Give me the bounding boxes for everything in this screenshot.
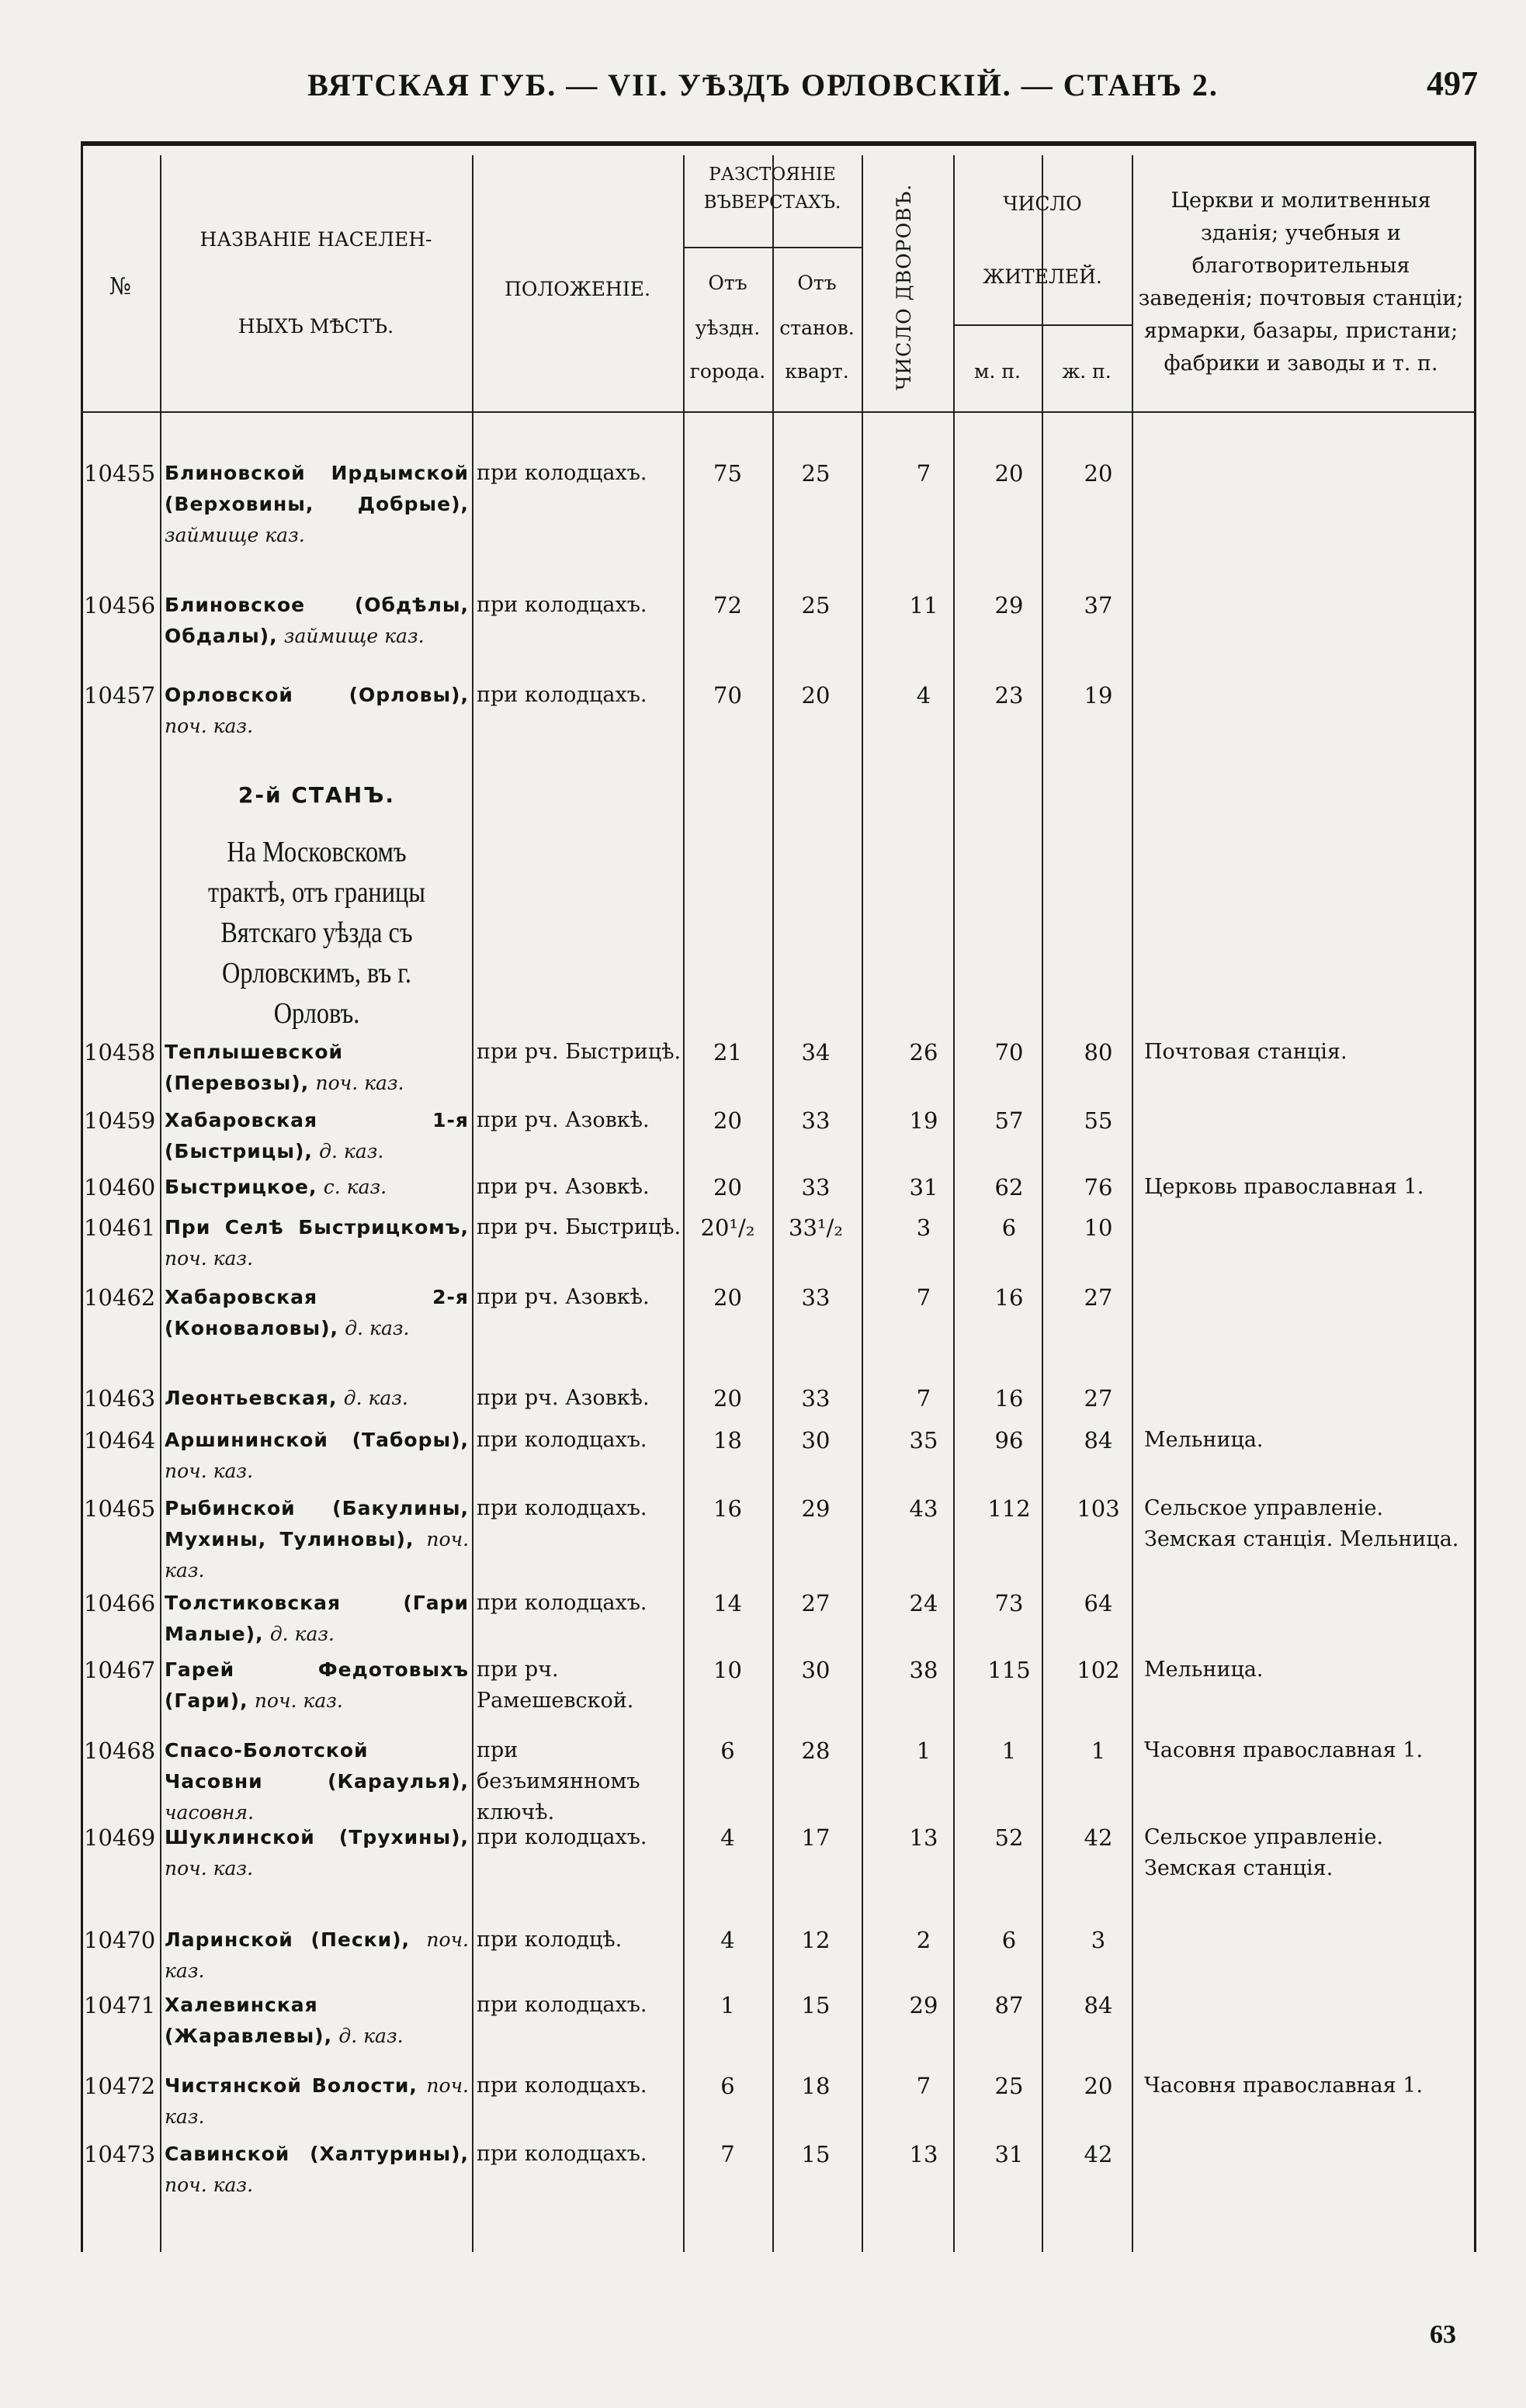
place-name: Быстрицкое, [165, 1176, 317, 1198]
place-type: поч. каз. [165, 2174, 254, 2196]
header-distance-2: ВЪВЕРСТАХЪ. [703, 192, 841, 213]
row-number: 10472 [84, 2073, 156, 2099]
header-position: ПОЛОЖЕНІЕ. [505, 278, 650, 300]
header-dist-town-3: города. [689, 360, 766, 383]
signature-mark: 63 [1430, 2320, 1456, 2349]
female-count: 64 [1084, 1590, 1113, 1616]
female-count: 42 [1084, 1824, 1113, 1851]
distance-town: 1 [720, 1992, 735, 2018]
female-count: 84 [1084, 1427, 1113, 1453]
row-number: 10460 [84, 1174, 156, 1201]
distance-town: 20 [713, 1107, 742, 1134]
header-name-2: НЫХЪ МѢСТЪ. [238, 315, 394, 338]
households: 2 [916, 1927, 931, 1953]
notes: Сельское управленіе. Земская станція. Мельница. [1144, 1496, 1459, 1551]
male-count: 31 [994, 2141, 1024, 2167]
notes: Почтовая станція. [1144, 1040, 1347, 1064]
place-name: Блиновской Ирдымской (Верховины, Добрые), [165, 462, 469, 515]
households: 43 [909, 1495, 938, 1522]
distance-stan: 25 [801, 460, 831, 487]
distance-stan: 33 [801, 1385, 831, 1412]
header-notes: Церкви и молитвенныя зданія; учебныя и благотворительныя заведенія; почтовыя станціи; ярмарки, базары, пристани; фабрики и заводы и т. п. [1138, 189, 1464, 376]
place-name: Ларинской (Пески), [165, 1928, 411, 1951]
households: 35 [909, 1427, 938, 1453]
distance-town: 20 [713, 1284, 742, 1311]
households: 31 [909, 1174, 938, 1201]
row-number: 10469 [84, 1824, 156, 1851]
position: при колодцахъ. [477, 2074, 647, 2098]
header-rule [683, 247, 862, 248]
place-name-cell [165, 680, 469, 742]
place-name: Хабаровская 2-я (Коноваловы), [165, 1286, 469, 1339]
households: 26 [909, 1039, 938, 1065]
female-count: 80 [1084, 1039, 1113, 1065]
header-residents-1: ЧИСЛО [1003, 192, 1082, 215]
households: 11 [909, 592, 938, 618]
row-number: 10473 [84, 2141, 156, 2167]
households: 1 [916, 1738, 931, 1764]
female-count: 76 [1084, 1174, 1113, 1201]
notes: Мельница. [1144, 1428, 1264, 1452]
place-name: Гарей Федотовыхъ (Гари), [165, 1658, 469, 1712]
row-number: 10470 [84, 1927, 156, 1953]
distance-town: 72 [713, 592, 742, 618]
notes: Сельское управленіе. Земская станція. [1144, 1825, 1384, 1880]
place-type: д. каз. [319, 1140, 384, 1162]
distance-stan: 20 [801, 682, 831, 709]
distance-stan: 12 [801, 1927, 831, 1953]
distance-stan: 15 [801, 1992, 831, 2018]
male-count: 16 [994, 1385, 1024, 1412]
male-count: 1 [1001, 1738, 1017, 1764]
distance-stan: 33 [801, 1284, 831, 1311]
row-number: 10471 [84, 1992, 156, 2018]
male-count: 87 [994, 1992, 1024, 2018]
female-count: 20 [1084, 460, 1113, 487]
row-number: 10463 [84, 1385, 156, 1412]
place-name-cell [165, 1037, 469, 1099]
female-count: 84 [1084, 1992, 1113, 2018]
place-name: Аршининской (Таборы), [165, 1429, 469, 1451]
distance-stan: 15 [801, 2141, 831, 2167]
households: 4 [916, 682, 931, 709]
place-name: Теплышевской (Перевозы), [165, 1041, 344, 1094]
place-name: Леонтьевская, [165, 1387, 338, 1409]
distance-stan: 33¹/₂ [789, 1214, 843, 1241]
distance-town: 7 [720, 2141, 735, 2167]
female-count: 10 [1084, 1214, 1113, 1241]
households: 38 [909, 1657, 938, 1683]
distance-stan: 30 [801, 1427, 831, 1453]
position: при рч. Быстрицѣ. [477, 1215, 681, 1239]
place-type: д. каз. [269, 1623, 335, 1645]
distance-stan: 28 [801, 1738, 831, 1764]
header-dist-stan-2: станов. [779, 317, 855, 339]
place-name-cell [165, 2070, 469, 2133]
distance-town: 18 [713, 1427, 742, 1453]
notes: Часовня православная 1. [1144, 1738, 1424, 1762]
position: при рч. Азовкѣ. [477, 1285, 650, 1309]
place-name-cell [165, 1212, 469, 1274]
distance-town: 16 [713, 1495, 742, 1522]
place-name-cell [165, 590, 469, 652]
position: при безъимянномъ ключѣ. [477, 1738, 640, 1824]
place-type: д. каз. [345, 1317, 410, 1339]
row-number: 10459 [84, 1107, 156, 1134]
distance-town: 70 [713, 682, 742, 709]
households: 3 [916, 1214, 931, 1241]
section-stan: 2-й СТАНЪ. [238, 782, 396, 808]
header-num: № [109, 273, 132, 300]
male-count: 57 [994, 1107, 1024, 1134]
position: при колодцѣ. [477, 1928, 623, 1952]
position: при колодцахъ. [477, 593, 647, 617]
place-name: Хабаровская 1-я (Быстрицы), [165, 1109, 469, 1162]
position: при колодцахъ. [477, 461, 647, 485]
female-count: 19 [1084, 682, 1113, 709]
header-name-1: НАЗВАНІЕ НАСЕЛЕН- [199, 228, 432, 251]
place-name: Блиновское (Обдѣлы, Обдалы), [165, 594, 469, 647]
distance-town: 20¹/₂ [700, 1214, 755, 1241]
place-name: Спасо-Болотской Часовни (Караулья), [165, 1739, 469, 1793]
place-name-cell [165, 1925, 469, 1987]
place-name: Шуклинской (Трухины), [165, 1826, 469, 1848]
place-type: с. каз. [323, 1176, 387, 1198]
households: 7 [916, 2073, 931, 2099]
place-name-cell [165, 1493, 469, 1586]
place-name: Рыбинской (Бакулины, Мухины, Тулиновы), [165, 1497, 469, 1550]
distance-stan: 34 [801, 1039, 831, 1065]
place-type: поч. каз. [254, 1689, 343, 1712]
notes: Часовня православная 1. [1144, 2074, 1424, 2098]
male-count: 29 [994, 592, 1024, 618]
distance-stan: 33 [801, 1174, 831, 1201]
place-name-cell [165, 1990, 469, 2052]
running-title: ВЯТСКАЯ ГУБ. — VII. УѢЗДЪ ОРЛОВСКІЙ. — СТАНЪ 2. [307, 68, 1219, 102]
position: при колодцахъ. [477, 1993, 647, 2017]
row-number: 10455 [84, 460, 156, 487]
distance-stan: 18 [801, 2073, 831, 2099]
position: при колодцахъ. [477, 1825, 647, 1849]
male-count: 70 [994, 1039, 1024, 1065]
households: 7 [916, 460, 931, 487]
place-name-cell [165, 1425, 469, 1487]
place-name-cell [165, 1172, 469, 1203]
position: при рч. Быстрицѣ. [477, 1040, 681, 1064]
female-count: 102 [1077, 1657, 1120, 1683]
distance-town: 75 [713, 460, 742, 487]
place-type: поч. каз. [165, 1528, 470, 1582]
distance-town: 14 [713, 1590, 742, 1616]
male-count: 23 [994, 682, 1024, 709]
female-count: 27 [1084, 1284, 1113, 1311]
place-type: поч. каз. [315, 1072, 404, 1094]
header-male: м. п. [974, 360, 1021, 383]
male-count: 62 [994, 1174, 1024, 1201]
position: при рч. Азовкѣ. [477, 1175, 650, 1199]
female-count: 27 [1084, 1385, 1113, 1412]
header-bottom-rule [81, 411, 1476, 413]
position: при рч. Азовкѣ. [477, 1386, 650, 1410]
distance-town: 4 [720, 1927, 735, 1953]
distance-town: 10 [713, 1657, 742, 1683]
households: 13 [909, 1824, 938, 1851]
place-name-cell [165, 1822, 469, 1884]
distance-stan: 29 [801, 1495, 831, 1522]
section-tract: На Московскомъ трактѣ, отъ границы Вятскаго уѣзда съ Орловскимъ, въ г. Орловъ. [208, 836, 425, 1030]
place-name: При Селѣ Быстрицкомъ, [165, 1216, 469, 1239]
position: при колодцахъ. [477, 2142, 647, 2166]
households: 7 [916, 1284, 931, 1311]
header-dist-town-2: уѣздн. [695, 317, 761, 339]
households: 29 [909, 1992, 938, 2018]
place-name-cell [165, 1588, 469, 1650]
male-count: 25 [994, 2073, 1024, 2099]
position: при рч. Азовкѣ. [477, 1108, 650, 1132]
households: 13 [909, 2141, 938, 2167]
distance-stan: 25 [801, 592, 831, 618]
female-count: 37 [1084, 592, 1113, 618]
header-dist-stan-1: Отъ [797, 272, 837, 294]
male-count: 20 [994, 460, 1024, 487]
male-count: 73 [994, 1590, 1024, 1616]
row-number: 10462 [84, 1284, 156, 1311]
place-name: Орловской (Орловы), [165, 684, 469, 706]
female-count: 1 [1091, 1738, 1106, 1764]
running-header [0, 61, 1526, 115]
notes: Церковь православная 1. [1144, 1175, 1424, 1199]
place-type: д. каз. [343, 1387, 408, 1409]
distance-town: 6 [720, 2073, 735, 2099]
place-name-cell [165, 1383, 469, 1414]
male-count: 6 [1001, 1214, 1017, 1241]
place-name-cell [165, 1654, 469, 1717]
distance-town: 20 [713, 1174, 742, 1201]
place-name: Чистянской Волости, [165, 2074, 418, 2097]
male-count: 16 [994, 1284, 1024, 1311]
header-female: ж. п. [1062, 360, 1112, 383]
households: 19 [909, 1107, 938, 1134]
place-type: поч. каз. [165, 2074, 469, 2128]
distance-town: 6 [720, 1738, 735, 1764]
place-name-cell [165, 1282, 469, 1344]
female-count: 42 [1084, 2141, 1113, 2167]
row-number: 10464 [84, 1427, 156, 1453]
place-type: займище каз. [283, 625, 425, 647]
place-type: часовня. [165, 1801, 255, 1824]
distance-stan: 30 [801, 1657, 831, 1683]
col-rule [160, 155, 161, 2252]
households: 7 [916, 1385, 931, 1412]
col-rule [472, 155, 473, 2252]
place-name-cell [165, 1735, 469, 1828]
male-count: 115 [987, 1657, 1031, 1683]
male-count: 96 [994, 1427, 1024, 1453]
female-count: 20 [1084, 2073, 1113, 2099]
position: при рч. Рамешевской. [477, 1658, 634, 1713]
male-count: 112 [987, 1495, 1031, 1522]
distance-stan: 27 [801, 1590, 831, 1616]
row-number: 10466 [84, 1590, 156, 1616]
distance-stan: 17 [801, 1824, 831, 1851]
place-name-cell [165, 1105, 469, 1167]
row-number: 10458 [84, 1039, 156, 1065]
row-number: 10465 [84, 1495, 156, 1522]
place-type: займище каз. [165, 524, 305, 546]
position: при колодцахъ. [477, 1496, 647, 1520]
distance-stan: 33 [801, 1107, 831, 1134]
header-households: ЧИСЛО ДВОРОВЪ. [893, 183, 915, 391]
header-distance-1: РАЗСТОЯНІЕ [709, 165, 836, 185]
distance-town: 20 [713, 1385, 742, 1412]
header-dist-stan-3: кварт. [785, 360, 849, 383]
position: при колодцахъ. [477, 683, 647, 707]
place-type: поч. каз. [165, 1460, 254, 1482]
place-name: Толстиковская (Гари Малые), [165, 1592, 469, 1645]
position: при колодцахъ. [477, 1428, 647, 1452]
place-type: поч. каз. [165, 1928, 469, 1982]
header-rule [953, 324, 1132, 326]
header-residents-2: ЖИТЕЛЕЙ. [983, 265, 1102, 288]
row-number: 10468 [84, 1738, 156, 1764]
male-count: 6 [1001, 1927, 1017, 1953]
place-type: поч. каз. [165, 1247, 254, 1270]
row-number: 10467 [84, 1657, 156, 1683]
position: при колодцахъ. [477, 1591, 647, 1615]
distance-town: 4 [720, 1824, 735, 1851]
place-name-cell [165, 2139, 469, 2201]
place-name: Савинской (Халтурины), [165, 2143, 469, 2165]
female-count: 55 [1084, 1107, 1113, 1134]
households: 24 [909, 1590, 938, 1616]
header-dist-town-1: Отъ [708, 272, 747, 294]
row-number: 10461 [84, 1214, 156, 1241]
place-type: поч. каз. [165, 1857, 254, 1880]
male-count: 52 [994, 1824, 1024, 1851]
place-type: поч. каз. [165, 715, 254, 737]
place-type: д. каз. [338, 2025, 404, 2047]
row-number: 10457 [84, 682, 156, 709]
notes: Мельница. [1144, 1658, 1264, 1682]
distance-town: 21 [713, 1039, 742, 1065]
place-name: Халевинская (Жаравлевы), [165, 1994, 333, 2047]
row-number: 10456 [84, 592, 156, 618]
place-name-cell [165, 458, 469, 551]
female-count: 3 [1091, 1927, 1106, 1953]
page-number: 497 [1427, 64, 1478, 102]
female-count: 103 [1077, 1495, 1120, 1522]
